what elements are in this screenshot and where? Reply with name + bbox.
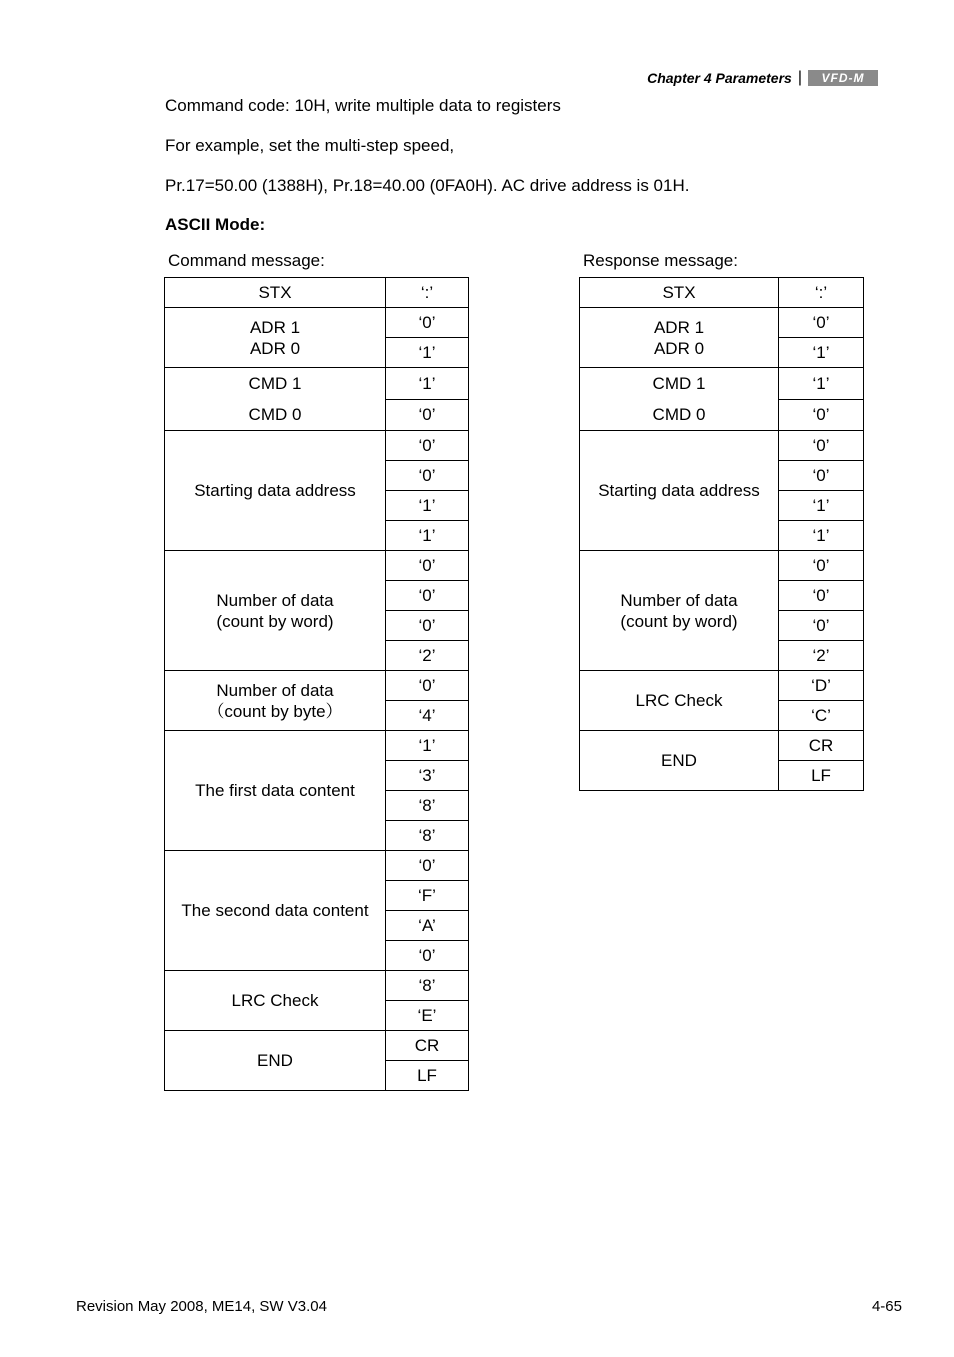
value-cell: ‘0’ bbox=[779, 399, 864, 431]
field-name-line: Number of data bbox=[216, 680, 334, 700]
footer-revision: Revision May 2008, ME14, SW V3.04 bbox=[76, 1298, 327, 1315]
field-name-cell bbox=[580, 278, 779, 308]
value-cell: ‘1’ bbox=[386, 521, 469, 551]
table-row bbox=[165, 431, 469, 461]
value-cell: ‘8’ bbox=[386, 821, 469, 851]
field-name-line: CMD 0 bbox=[652, 405, 706, 424]
field-name-line: END bbox=[661, 751, 697, 770]
value-cell: ‘8’ bbox=[386, 971, 469, 1001]
field-name-line: （count by byte） bbox=[207, 701, 343, 721]
vfd-m-logo: VFD-M bbox=[808, 70, 878, 86]
value-cell: ‘0’ bbox=[779, 431, 864, 461]
field-name-cell bbox=[165, 671, 386, 731]
field-name-cell bbox=[165, 731, 386, 851]
field-name-cell bbox=[165, 1031, 386, 1091]
table-row bbox=[580, 308, 864, 338]
page-number: 4-65 bbox=[871, 1298, 902, 1315]
value-cell: ‘0’ bbox=[386, 581, 469, 611]
value-cell: ‘D’ bbox=[779, 671, 864, 701]
field-name-line: Starting data address bbox=[598, 481, 760, 500]
field-name-line: Number of data bbox=[216, 590, 334, 610]
value-cell: ‘0’ bbox=[386, 431, 469, 461]
field-name-line: CMD 1 bbox=[652, 374, 706, 393]
field-name-cell bbox=[580, 308, 779, 368]
table-row bbox=[165, 308, 469, 338]
table-row bbox=[165, 278, 469, 308]
value-cell: CR bbox=[779, 731, 864, 761]
value-cell: ‘2’ bbox=[386, 641, 469, 671]
value-cell: ‘0’ bbox=[779, 461, 864, 491]
example-parameters-text: Pr.17=50.00 (1388H), Pr.18=40.00 (0FA0H). AC drive address is 01H. bbox=[165, 176, 690, 195]
response-message-table bbox=[579, 277, 864, 791]
value-cell: ‘2’ bbox=[779, 641, 864, 671]
table-row bbox=[165, 551, 469, 581]
value-cell: ‘0’ bbox=[386, 611, 469, 641]
command-code-text: Command code: 10H, write multiple data to registers bbox=[165, 96, 561, 115]
value-cell: ‘1’ bbox=[779, 368, 864, 400]
table-row bbox=[580, 731, 864, 761]
table-row bbox=[165, 971, 469, 1001]
value-cell: ‘1’ bbox=[779, 521, 864, 551]
value-cell: LF bbox=[779, 761, 864, 791]
value-cell: ‘0’ bbox=[779, 308, 864, 338]
value-cell: ‘0’ bbox=[386, 671, 469, 701]
chapter-title: Chapter 4 Parameters bbox=[647, 70, 792, 86]
table-row bbox=[580, 551, 864, 581]
value-cell: ‘0’ bbox=[386, 551, 469, 581]
field-name-cell bbox=[580, 368, 779, 431]
table-row bbox=[580, 368, 864, 400]
command-message-label: Command message: bbox=[168, 251, 325, 270]
field-name-cell bbox=[580, 731, 779, 791]
table-row bbox=[165, 368, 469, 400]
response-message-label: Response message: bbox=[583, 251, 738, 270]
ascii-mode-heading: ASCII Mode: bbox=[165, 215, 266, 234]
table-row bbox=[165, 731, 469, 761]
field-name-cell bbox=[165, 368, 386, 431]
value-cell: ‘E’ bbox=[386, 1001, 469, 1031]
value-cell: ‘0’ bbox=[386, 308, 469, 338]
field-name-cell bbox=[165, 971, 386, 1031]
field-name-line: CMD 0 bbox=[248, 405, 302, 424]
page-header bbox=[647, 68, 878, 88]
example-intro-text: For example, set the multi-step speed, bbox=[165, 136, 455, 155]
header-separator: | bbox=[797, 69, 802, 86]
value-cell: ‘8’ bbox=[386, 791, 469, 821]
table-row bbox=[165, 851, 469, 881]
field-name-cell bbox=[165, 278, 386, 308]
field-name-line: ADR 1 bbox=[653, 317, 705, 337]
table-row bbox=[165, 671, 469, 701]
field-name-cell bbox=[580, 431, 779, 551]
value-cell: LF bbox=[386, 1061, 469, 1091]
value-cell: ‘3’ bbox=[386, 761, 469, 791]
table-row bbox=[580, 431, 864, 461]
field-name-line: STX bbox=[662, 283, 696, 302]
field-name-cell bbox=[580, 551, 779, 671]
field-name-line: ADR 0 bbox=[653, 338, 705, 358]
field-name-cell bbox=[580, 671, 779, 731]
value-cell: ‘1’ bbox=[386, 338, 469, 368]
command-message-table bbox=[164, 277, 469, 1091]
value-cell: ‘:’ bbox=[386, 278, 469, 308]
value-cell: ‘1’ bbox=[779, 491, 864, 521]
value-cell: ‘C’ bbox=[779, 701, 864, 731]
field-name-line: CMD 1 bbox=[248, 374, 302, 393]
field-name-cell bbox=[165, 851, 386, 971]
value-cell: ‘0’ bbox=[779, 581, 864, 611]
field-name-line: LRC Check bbox=[635, 691, 723, 710]
value-cell: ‘1’ bbox=[779, 338, 864, 368]
field-name-line: (count by word) bbox=[620, 611, 738, 631]
field-name-line: (count by word) bbox=[216, 611, 334, 631]
value-cell: ‘0’ bbox=[779, 551, 864, 581]
value-cell: ‘A’ bbox=[386, 911, 469, 941]
value-cell: ‘4’ bbox=[386, 701, 469, 731]
value-cell: ‘0’ bbox=[386, 851, 469, 881]
value-cell: CR bbox=[386, 1031, 469, 1061]
value-cell: ‘0’ bbox=[779, 611, 864, 641]
value-cell: ‘1’ bbox=[386, 491, 469, 521]
table-row bbox=[165, 1031, 469, 1061]
field-name-line: ADR 1 bbox=[249, 317, 301, 337]
field-name-cell bbox=[165, 551, 386, 671]
table-row bbox=[580, 671, 864, 701]
field-name-line: END bbox=[257, 1051, 293, 1070]
field-name-line: STX bbox=[258, 283, 292, 302]
value-cell: ‘0’ bbox=[386, 461, 469, 491]
field-name-line: The second data content bbox=[181, 901, 369, 920]
field-name-cell bbox=[165, 308, 386, 368]
value-cell: ‘0’ bbox=[386, 941, 469, 971]
field-name-line: LRC Check bbox=[231, 991, 319, 1010]
table-row bbox=[580, 278, 864, 308]
value-cell: ‘1’ bbox=[386, 368, 469, 400]
field-name-line: Starting data address bbox=[194, 481, 356, 500]
field-name-cell bbox=[165, 431, 386, 551]
value-cell: ‘F’ bbox=[386, 881, 469, 911]
value-cell: ‘0’ bbox=[386, 399, 469, 431]
value-cell: ‘:’ bbox=[779, 278, 864, 308]
value-cell: ‘1’ bbox=[386, 731, 469, 761]
field-name-line: ADR 0 bbox=[249, 338, 301, 358]
field-name-line: Number of data bbox=[620, 590, 738, 610]
field-name-line: The first data content bbox=[195, 781, 355, 800]
